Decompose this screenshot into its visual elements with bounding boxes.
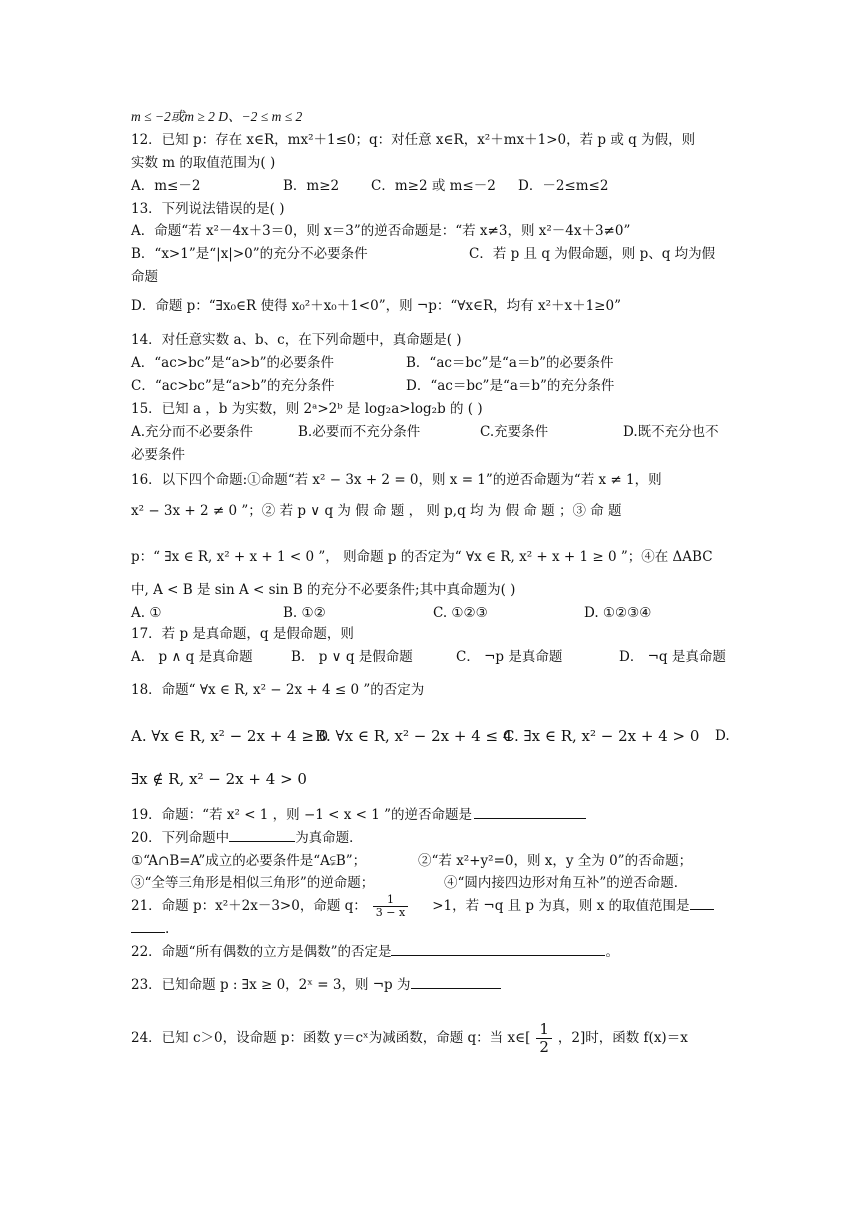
text-line: . bbox=[131, 920, 731, 938]
text-line: ∃x ∉ R, x² − 2x + 4 > 0 bbox=[131, 770, 307, 788]
option-c: C.充要条件 bbox=[480, 424, 549, 440]
text-line: x² − 3x + 2 ≠ 0 ”；② 若 p ∨ q 为 假 命 题 ， 则 p,q 均 为 假 命 题 ；③ 命 题 bbox=[131, 503, 622, 519]
text-line: 命题 bbox=[131, 269, 158, 285]
question-24: 24．已知 c＞0，设命题 p：函数 y＝cˣ为减函数，命题 q：当 x∈[ $\frac{1}{2}$ ，2]时，函数 f(x)＝x bbox=[131, 1020, 688, 1056]
option-a: A． p ∧ q 是真命题 bbox=[131, 649, 253, 665]
text-line: 必要条件 bbox=[131, 447, 185, 463]
option-d: D．“ac＝bc”是“a＝b”的充分条件 bbox=[406, 378, 615, 394]
answer-blank[interactable] bbox=[690, 897, 714, 910]
option-b: B．“x>1”是“|x|>0”的充分不必要条件 bbox=[131, 246, 368, 262]
question-12: 12．已知 p：存在 x∈R，mx²＋1≤0；q：对任意 x∈R，x²＋mx＋1>0，若 p 或 q 为假，则 bbox=[131, 132, 696, 148]
text-line: p：“ ∃x ∈ R, x² + x + 1 < 0 ”， 则命题 p 的否定为“ ∀x ∈ R, x² + x + 1 ≥ 0 ”；④在 ΔABC bbox=[131, 549, 713, 565]
option-d: D． ¬q 是真命题 bbox=[619, 649, 726, 665]
option-a: A．“ac>bc”是“a>b”的必要条件 bbox=[131, 355, 334, 371]
question-18: 18．命题“ ∀x ∈ R, x² − 2x + 4 ≤ 0 ”的否定为 bbox=[131, 682, 425, 698]
question-14: 14．对任意实数 a、b、c，在下列命题中，真命题是( ) bbox=[131, 332, 462, 348]
statement-1: ①“A∩B=A”成立的必要条件是“A⫋B”； bbox=[131, 853, 367, 869]
question-20: 20．下列命题中 为真命题． bbox=[131, 830, 363, 846]
text-line: D．命题 p：“∃x₀∈R 使得 x₀²＋x₀＋1<0”，则 ¬p：“∀x∈R，均有 x²＋x＋1≥0” bbox=[131, 298, 621, 314]
option-c: C．“ac>bc”是“a>b”的充分条件 bbox=[131, 378, 335, 394]
option-d: D.既不充分也不 bbox=[623, 424, 719, 440]
text-line: m ≤ −2或m ≥ 2 D、−2 ≤ m ≤ 2 bbox=[131, 109, 303, 124]
option-d: D．－2≤m≤2 bbox=[518, 178, 609, 194]
question-13: 13．下列说法错误的是( ) bbox=[131, 201, 285, 217]
question-23: 23．已知命题 p : ∃x ≥ 0，2ˣ = 3，则 ¬p 为 bbox=[131, 976, 731, 994]
answer-blank[interactable] bbox=[131, 920, 165, 933]
option-b: B. ①② bbox=[283, 605, 326, 621]
answer-blank[interactable] bbox=[391, 943, 605, 956]
option-c: C. ∃x ∈ R, x² − 2x + 4 > 0 bbox=[503, 727, 700, 745]
option-a: A．m≤－2 bbox=[131, 178, 201, 194]
text-line: 实数 m 的取值范围为( ) bbox=[131, 155, 276, 171]
option-b: B. ∀x ∈ R, x² − 2x + 4 ≤ 4 bbox=[315, 727, 513, 745]
question-16: 16．以下四个命题:①命题“若 x² − 3x + 2 = 0，则 x = 1”的逆否命题为“若 x ≠ 1，则 bbox=[131, 472, 662, 488]
text-line: 中, A < B 是 sin A < sin B 的充分不必要条件;其中真命题为( ) bbox=[131, 582, 516, 598]
option-a: A. ① bbox=[131, 605, 162, 621]
statement-4: ④“圆内接四边形对角互补”的逆否命题． bbox=[444, 875, 688, 891]
answer-blank[interactable] bbox=[411, 976, 501, 989]
fraction: $\frac{1}{3 - x}$ bbox=[373, 894, 408, 919]
statement-3: ③“全等三角形是相似三角形”的逆命题； bbox=[131, 875, 375, 891]
option-a: A. ∀x ∈ R, x² − 2x + 4 ≥ 0 bbox=[131, 727, 329, 745]
fraction: $\frac{1}{2}$ bbox=[536, 1021, 552, 1056]
option-d: D. ①②③④ bbox=[584, 605, 652, 621]
option-b: B.必要而不充分条件 bbox=[298, 424, 421, 440]
question-21: 21．命题 p：x²＋2x－3>0，命题 q： $\frac{1}{3 - x}$ >1，若 ¬q 且 p 为真，则 x 的取值范围是 bbox=[131, 892, 731, 920]
option-c: C． ¬p 是真命题 bbox=[456, 649, 563, 665]
question-17: 17．若 p 是真命题，q 是假命题，则 bbox=[131, 626, 354, 642]
question-15: 15．已知 a ，b 为实数，则 2ᵃ>2ᵇ 是 log₂a>log₂b 的 ( ) bbox=[131, 401, 483, 417]
question-22: 22．命题“所有偶数的立方是偶数”的否定是 。 bbox=[131, 944, 619, 960]
option-b: B．“ac＝bc”是“a＝b”的必要条件 bbox=[406, 355, 614, 371]
option-d: D. bbox=[715, 728, 730, 744]
option-c: C．m≥2 或 m≤－2 bbox=[371, 178, 496, 194]
answer-blank[interactable] bbox=[229, 829, 295, 842]
option-c: C. ①②③ bbox=[433, 605, 488, 621]
option-b: B．m≥2 bbox=[283, 178, 340, 194]
option-c: C．若 p 且 q 为假命题，则 p、q 均为假 bbox=[469, 246, 716, 262]
text-line: A．命题“若 x²－4x＋3＝0，则 x＝3”的逆否命题是：“若 x≠3，则 x²－4x＋3≠0” bbox=[131, 223, 631, 239]
option-b: B． p ∨ q 是假命题 bbox=[291, 649, 413, 665]
option-a: A.充分而不必要条件 bbox=[131, 424, 254, 440]
statement-2: ②“若 x²+y²=0，则 x，y 全为 0”的否命题； bbox=[418, 853, 693, 869]
question-19: 19．命题：“若 x² < 1 ，则 −1 < x < 1 ”的逆否命题是 bbox=[131, 806, 731, 824]
answer-blank[interactable] bbox=[474, 806, 586, 819]
